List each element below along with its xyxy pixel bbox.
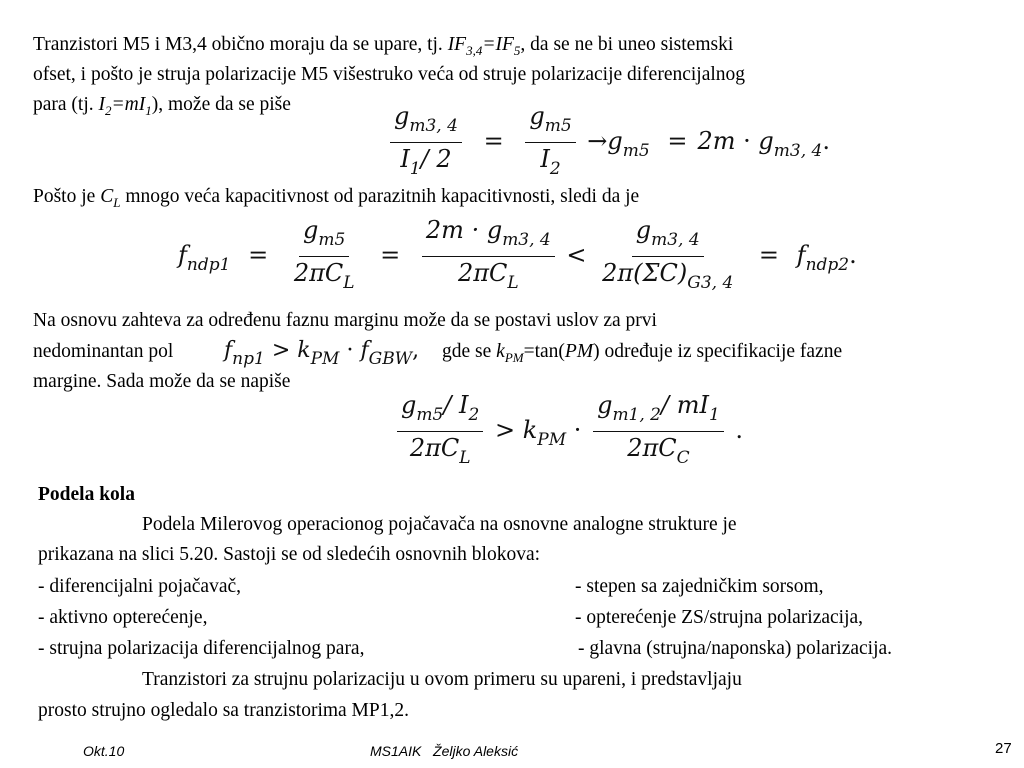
- fraction: $\frac{g_{m3, 4}}{I_1/ 2}$: [390, 100, 462, 185]
- para2: Pošto je $C_L$ mnogo veća kapacitivnost od parazitnih kapacitivnosti, sledi da je: [33, 186, 640, 210]
- para1-line2: ofset, i pošto je struja polarizacije M5 višestruko veća od struje polarizacije diferencijalnog: [33, 64, 746, 85]
- fraction: $2m \cdot g_{m3, 4}$ $2\pi C_L$: [422, 214, 555, 299]
- inline-formula: $f_{np1} > k_{PM} \cdot f_{GBW}$,: [224, 338, 420, 369]
- formula-3: $g_{m5}/$ $I_2$ $2\pi C_L$ > $k_{PM}$ · $g_{m1, 2}/$ $mI_1$ $2\pi C_C$ .: [393, 389, 743, 474]
- fraction: $\frac{g_{m5}}{I_2}$: [525, 100, 575, 185]
- section-heading: Podela kola: [38, 484, 135, 505]
- list-item-right: - glavna (strujna/naponska) polarizacija.: [578, 638, 893, 659]
- section-p1-line1: Podela Milerovog operacionog pojačavača na osnovne analogne strukture je: [142, 514, 737, 535]
- page-number: 27: [995, 740, 1012, 757]
- list-item-right: - opterećenje ZS/strujna polarizacija,: [575, 607, 864, 628]
- fraction: $g_{m1, 2}/$ $mI_1$ $2\pi C_C$: [593, 389, 724, 474]
- fraction: $\frac{g_{m3, 4}}{2\pi(\Sigma C)_{G3, 4}}$: [602, 216, 734, 293]
- list-item-left: - aktivno opterećenje,: [38, 607, 208, 628]
- formula-1: $\frac{g_{m3, 4}}{I_1/ 2}$ = $\frac{g_{m5}}{I_2}$ $\to g_{m5} = 2m \cdot g_{m3, 4}$.: [386, 100, 830, 185]
- para1-line3: para (tj. $I_2=mI_1$), može da se piše: [33, 94, 291, 118]
- section-p2-line2: prosto strujno ogledalo sa tranzistorima MP1,2.: [38, 700, 409, 721]
- para3-line3: margine. Sada može da se napiše: [33, 371, 291, 392]
- section-p1-line2: prikazana na slici 5.20. Sastoji se od sledećih osnovnih blokova:: [38, 544, 541, 565]
- list-item-left: - diferencijalni pojačavač,: [38, 576, 242, 597]
- para3-line1: Na osnovu zahteva za određenu faznu marginu može da se postavi uslov za prvi: [33, 310, 657, 331]
- list-item-left: - strujna polarizacija diferencijalnog para,: [38, 638, 365, 659]
- fraction: $g_{m5}/$ $I_2$ $2\pi C_L$: [397, 389, 483, 474]
- list-item-right: - stepen sa zajedničkim sorsom,: [575, 576, 824, 597]
- footer-author: MS1AIK Željko Aleksić: [370, 743, 519, 759]
- footer-date: Okt.10: [83, 743, 125, 759]
- formula-2: $f_{ndp1}$ = $g_{m5}$ $2\pi C_L$ = $2m \cdot g_{m3, 4}$ $2\pi C_L$ < $\frac{g_{m3, 4}}{2\pi(\Sigma C)_{G3, 4}}$ = $f_{ndp2}$.: [178, 214, 857, 299]
- para3-line2: nedominantan pol: [33, 341, 174, 362]
- section-p2-line1: Tranzistori za strujnu polarizaciju u ovom primeru su upareni, i predstavljaju: [142, 669, 742, 690]
- para1-line1: Tranzistori M5 i M3,4 obično moraju da se upare, tj. $IF_{3,4}=IF_5$, da se ne bi uneo sistemski: [33, 34, 734, 58]
- fraction: $g_{m5}$ $2\pi C_L$: [293, 216, 355, 293]
- para3-line2-rest: gde se $k_{PM}=\tan(PM)$ određuje iz specifikacije fazne: [442, 341, 843, 365]
